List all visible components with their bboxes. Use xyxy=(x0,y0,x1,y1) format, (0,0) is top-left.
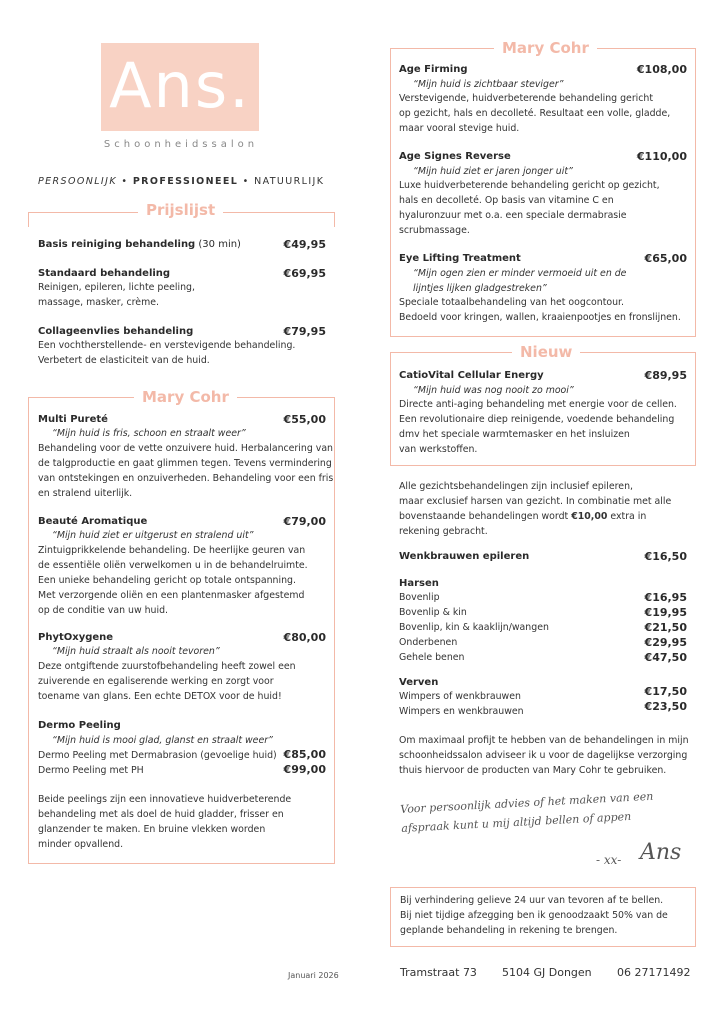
eye-desc: Speciale totaalbehandeling van het oogcontour. Bedoeld voor kringen, wallen, kraaienpootjes en fronslijnen. xyxy=(399,297,681,323)
handwritten-xx: - xx- xyxy=(596,853,622,867)
dermo-opt2-price: €99,00 xyxy=(283,763,326,776)
wenkbrauwen-price: €16,50 xyxy=(644,550,687,563)
catio-quote: “Mijn huid was nog nooit zo mooi” xyxy=(413,385,574,396)
harsen-title: Harsen xyxy=(399,578,439,589)
mary-left-title: Mary Cohr xyxy=(134,388,237,406)
harsen-list xyxy=(399,590,549,665)
dermo-quote: “Mijn huid is mooi glad, glanst en straalt weer” xyxy=(52,735,273,746)
info-text: Alle gezichtsbehandelingen zijn inclusief epileren, maar exclusief harsen van gezicht. In combinatie met alle bovenstaande behandelingen wordt €10,00 extra in rekening gebracht. xyxy=(399,481,672,537)
tagline: PERSOONLIJK • PROFESSIONEEL • NATUURLIJK xyxy=(38,176,325,187)
wenkbrauwen-label: Wenkbrauwen epileren xyxy=(399,551,530,562)
beaute-desc: Zintuigprikkelende behandeling. De heerlijke geuren van de essentiële oliën verwelkomen u in de behandelruimte. Een unieke behandeling gericht op totale ontspanning. Met verzorgende oliën en een plantenmasker afgestemd op de conditie van uw huid. xyxy=(38,545,308,616)
logo xyxy=(101,43,259,131)
age-signes-desc: Luxe huidverbeterende behandeling gericht op gezicht, hals en decolleté. Op basis van vitamine C en hyaluronzuur met o.a. een speciale dermabrasie scrubmassage. xyxy=(399,180,660,236)
standaard-desc: Reinigen, epileren, lichte peeling, massage, masker, crème. xyxy=(38,282,195,308)
tagline-c: NATUURLIJK xyxy=(254,176,325,187)
list-item: Bovenlip & kin xyxy=(399,607,467,618)
dermo-opt1-price: €85,00 xyxy=(283,748,326,761)
list-item: Bovenlip xyxy=(399,592,440,603)
tagline-b: PROFESSIONEEL xyxy=(132,176,239,187)
basis-name: Basis reiniging behandeling (30 min) xyxy=(38,239,241,250)
multi-quote: “Mijn huid is fris, schoon en straalt weer” xyxy=(52,428,246,439)
verven-list xyxy=(399,689,524,719)
list-item: Onderbenen xyxy=(399,637,458,648)
tagline-a: PERSOONLIJK xyxy=(38,176,117,187)
age-signes-price: €110,00 xyxy=(636,150,687,163)
multi-desc: Behandeling voor de vette onzuivere huid. Herbalancering van de talgproductie en gaat glimmen tegen. Tevens vermindering van ontstekingen en onzuiverheden. Behandeling voor een fris en stralend uiterlijk. xyxy=(38,443,334,499)
logo-text: Ans. xyxy=(109,49,251,122)
collageen-price: €79,95 xyxy=(283,325,326,338)
age-firming-name: Age Firming xyxy=(399,64,468,75)
verven-title: Verven xyxy=(399,677,439,688)
mary-right-title: Mary Cohr xyxy=(494,39,597,57)
handwritten-note: Voor persoonlijk advies of het maken van een afspraak kunt u mij altijd bellen of appen xyxy=(400,789,654,835)
dermo-opt2: Dermo Peeling met PH xyxy=(38,765,144,776)
list-item: Bovenlip, kin & kaaklijn/wangen xyxy=(399,622,549,633)
advice-text: Om maximaal profijt te hebben van de behandelingen in mijn schoonheidssalon adviseer ik u voor de dagelijkse verzorging thuis hiervoor de producten van Mary Cohr te gebruiken. xyxy=(399,735,689,776)
multi-price: €55,00 xyxy=(283,413,326,426)
list-item: Gehele benen xyxy=(399,652,465,663)
logo-subtitle: Schoonheidssalon xyxy=(103,139,259,150)
age-signes-name: Age Signes Reverse xyxy=(399,151,511,162)
nieuw-title: Nieuw xyxy=(512,343,580,361)
beaute-quote: “Mijn huid ziet er uitgerust en stralend uit” xyxy=(52,530,254,541)
collageen-desc: Een vochtherstellende- en verstevigende behandeling. Verbetert de elasticiteit van de huid. xyxy=(38,340,296,366)
beaute-name: Beauté Aromatique xyxy=(38,516,148,527)
footer-street: Tramstraat 73 xyxy=(400,966,477,979)
dermo-desc: Beide peelings zijn een innovatieve huidverbeterende behandeling met als doel de huid gladder, frisser en glanzender te maken. En bruine vlekken worden minder opvallend. xyxy=(38,794,292,850)
age-firming-price: €108,00 xyxy=(636,63,687,76)
beaute-price: €79,00 xyxy=(283,515,326,528)
eye-name: Eye Lifting Treatment xyxy=(399,253,521,264)
prijslijst-title: Prijslijst xyxy=(138,201,223,219)
dermo-name: Dermo Peeling xyxy=(38,720,121,731)
collageen-name: Collageenvlies behandeling xyxy=(38,326,194,337)
catio-name: CatioVital Cellular Energy xyxy=(399,370,544,381)
age-signes-quote: “Mijn huid ziet er jaren jonger uit” xyxy=(413,166,573,177)
phyt-price: €80,00 xyxy=(283,631,326,644)
list-item: Wimpers of wenkbrauwen xyxy=(399,691,521,702)
multi-name: Multi Pureté xyxy=(38,414,108,425)
age-firming-quote: “Mijn huid is zichtbaar steviger” xyxy=(413,79,564,90)
dermo-opt1: Dermo Peeling met Dermabrasion (gevoelige huid) xyxy=(38,750,277,761)
basis-price: €49,95 xyxy=(283,238,326,251)
signature: Ans xyxy=(640,840,682,865)
footer-phone: 06 27171492 xyxy=(617,966,691,979)
phyt-quote: “Mijn huid straalt als nooit tevoren” xyxy=(52,646,220,657)
footer-date: Januari 2026 xyxy=(288,971,339,980)
eye-quote: “Mijn ogen zien er minder vermoeid uit en de lijntjes lijken gladgestreken” xyxy=(413,268,627,294)
standaard-price: €69,95 xyxy=(283,267,326,280)
harsen-prices: €16,95 €19,95 €21,50 €29,95 €47,50 xyxy=(644,591,687,664)
standaard-name: Standaard behandeling xyxy=(38,268,171,279)
catio-price: €89,95 xyxy=(644,369,687,382)
footer-city: 5104 GJ Dongen xyxy=(502,966,592,979)
list-item: Wimpers en wenkbrauwen xyxy=(399,706,524,717)
age-firming-desc: Verstevigende, huidverbeterende behandeling gericht op gezicht, hals en decolleté. Resultaat een volle, gladde, maar vooral stevige huid. xyxy=(399,93,671,134)
catio-desc: Directe anti-aging behandeling met energie voor de cellen. Een revolutionaire diep reinigende, voedende behandeling dmv het speciale warmtemasker en het insluizen van werkstoffen. xyxy=(399,399,677,455)
phyt-desc: Deze ontgiftende zuurstofbehandeling heeft zowel een zuiverende en egaliserende werking en zorgt voor toename van glans. Een echte DETOX voor de huid! xyxy=(38,661,296,702)
cancel-text: Bij verhindering gelieve 24 uur van tevoren af te bellen. Bij niet tijdige afzegging ben ik genoodzaakt 50% van de geplande behandeling in rekening te brengen. xyxy=(400,895,668,936)
verven-prices: €17,50 €23,50 xyxy=(644,685,687,713)
phyt-name: PhytOxygene xyxy=(38,632,114,643)
eye-price: €65,00 xyxy=(644,252,687,265)
